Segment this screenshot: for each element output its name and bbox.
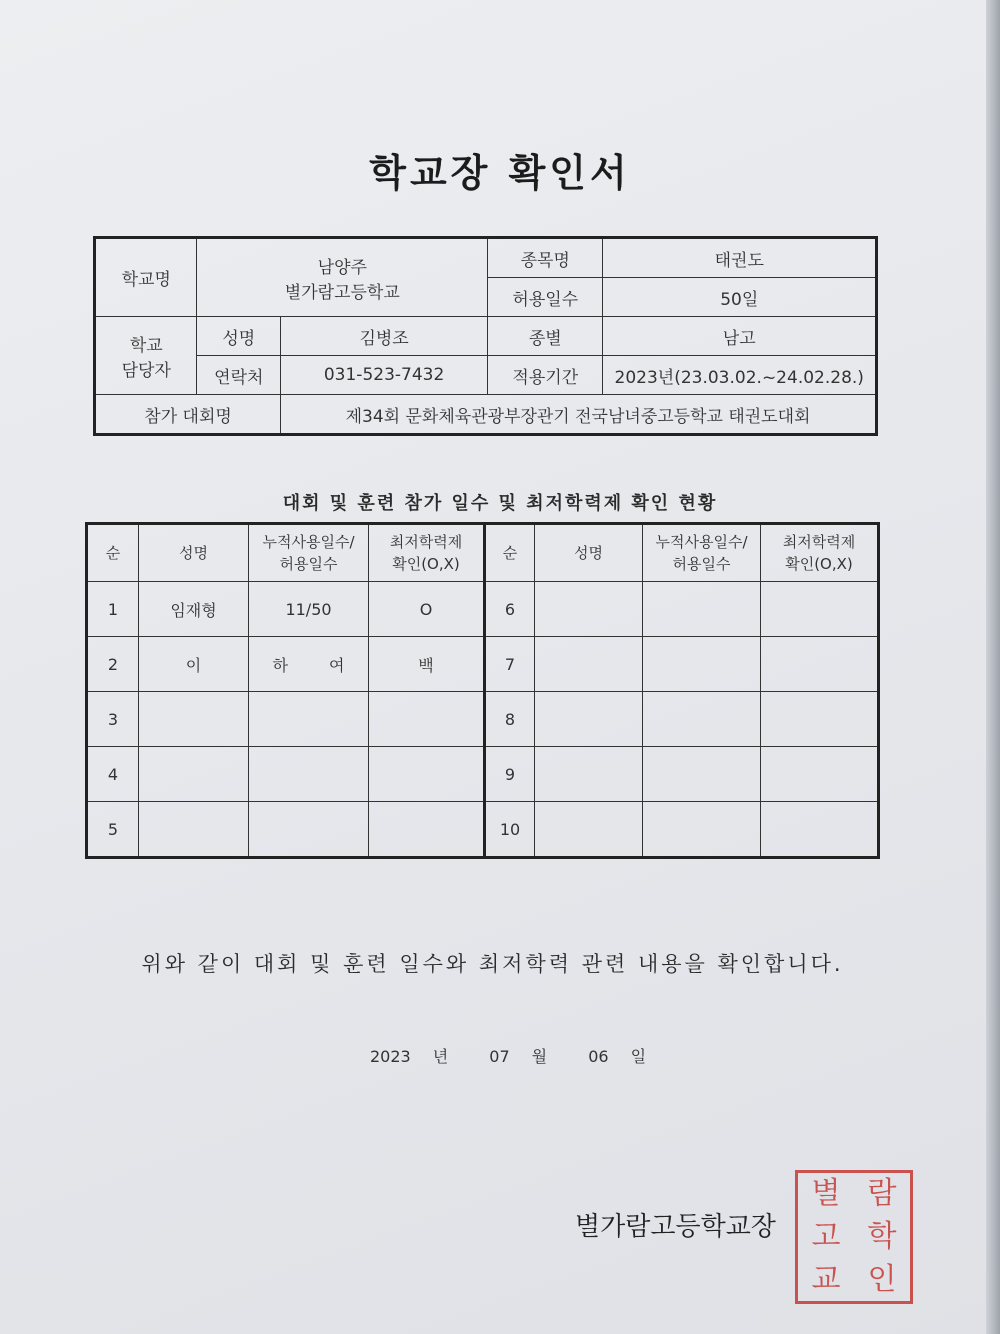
header-no: 순 — [485, 524, 535, 582]
event-label: 참가 대회명 — [95, 395, 281, 435]
row-no: 5 — [87, 802, 139, 858]
row-days — [643, 747, 761, 802]
date-day: 06 — [588, 1047, 609, 1066]
event-value: 제34회 문화체육관광부장관기 전국남녀중고등학교 태권도대회 — [281, 395, 877, 435]
row-check — [369, 747, 485, 802]
row-name: 임재형 — [139, 582, 249, 637]
page-edge-shadow — [986, 0, 1000, 1334]
row-days: 11/50 — [249, 582, 369, 637]
header-days: 누적사용일수/ 허용일수 — [643, 524, 761, 582]
header-no: 순 — [87, 524, 139, 582]
issue-date — [370, 1044, 668, 1067]
row-days — [643, 582, 761, 637]
row-no: 8 — [485, 692, 535, 747]
date-year-unit: 년 — [432, 1047, 449, 1066]
period-label: 적용기간 — [488, 356, 603, 395]
row-name — [535, 637, 643, 692]
document-title: 학교장 확인서 — [369, 151, 631, 195]
row-name — [535, 802, 643, 858]
table-row — [87, 637, 879, 692]
row-check — [761, 692, 879, 747]
header-days: 누적사용일수/ 허용일수 — [249, 524, 369, 582]
name-label: 성명 — [197, 317, 281, 356]
row-no: 2 — [87, 637, 139, 692]
row-check — [761, 637, 879, 692]
header-name: 성명 — [139, 524, 249, 582]
row-name — [139, 747, 249, 802]
table-row — [87, 692, 879, 747]
row-check — [369, 692, 485, 747]
header-check: 최저학력제 확인(O,X) — [761, 524, 879, 582]
row-days — [643, 692, 761, 747]
school-seal-stamp: 별 람 고 학 교 인 — [795, 1170, 913, 1304]
row-no: 6 — [485, 582, 535, 637]
row-check — [761, 747, 879, 802]
table-row — [87, 747, 879, 802]
row-name — [139, 802, 249, 858]
type-label: 종별 — [488, 317, 603, 356]
row-no: 7 — [485, 637, 535, 692]
row-days — [643, 637, 761, 692]
row-days: 하 여 — [249, 637, 369, 692]
row-check — [761, 582, 879, 637]
row-no: 9 — [485, 747, 535, 802]
row-check: O — [369, 582, 485, 637]
days-value: 50일 — [603, 278, 877, 317]
date-year: 2023 — [370, 1047, 411, 1066]
row-days — [643, 802, 761, 858]
header-check: 최저학력제 확인(O,X) — [369, 524, 485, 582]
days-label: 허용일수 — [488, 278, 603, 317]
row-name — [139, 692, 249, 747]
name-value: 김병조 — [281, 317, 488, 356]
roster-table — [85, 522, 880, 859]
date-month-unit: 월 — [531, 1047, 548, 1066]
row-no: 4 — [87, 747, 139, 802]
row-check: 백 — [369, 637, 485, 692]
section-subtitle: 대회 및 훈련 참가 일수 및 최저학력제 확인 현황 — [282, 493, 718, 514]
row-check — [761, 802, 879, 858]
sport-label: 종목명 — [488, 238, 603, 278]
manager-label: 학교 담당자 — [95, 317, 197, 395]
table-row — [87, 582, 879, 637]
info-table — [93, 236, 878, 436]
row-no: 1 — [87, 582, 139, 637]
school-label: 학교명 — [95, 238, 197, 317]
row-days — [249, 692, 369, 747]
school-name: 남양주 별가람고등학교 — [197, 238, 488, 317]
row-days — [249, 802, 369, 858]
row-no: 3 — [87, 692, 139, 747]
contact-label: 연락처 — [197, 356, 281, 395]
sport-value: 태권도 — [603, 238, 877, 278]
date-month: 07 — [489, 1047, 510, 1066]
period-value: 2023년(23.03.02.~24.02.28.) — [603, 356, 877, 395]
row-no: 10 — [485, 802, 535, 858]
table-row — [87, 802, 879, 858]
row-name — [535, 747, 643, 802]
principal-signature: 별가람고등학교장 — [575, 1212, 776, 1242]
row-name — [535, 692, 643, 747]
type-value: 남고 — [603, 317, 877, 356]
row-check — [369, 802, 485, 858]
header-name: 성명 — [535, 524, 643, 582]
row-name: 이 — [139, 637, 249, 692]
date-day-unit: 일 — [630, 1047, 647, 1066]
confirm-statement: 위와 같이 대회 및 훈련 일수와 최저학력 관련 내용을 확인합니다. — [141, 952, 844, 976]
contact-value: 031-523-7432 — [281, 356, 488, 395]
row-days — [249, 747, 369, 802]
row-name — [535, 582, 643, 637]
